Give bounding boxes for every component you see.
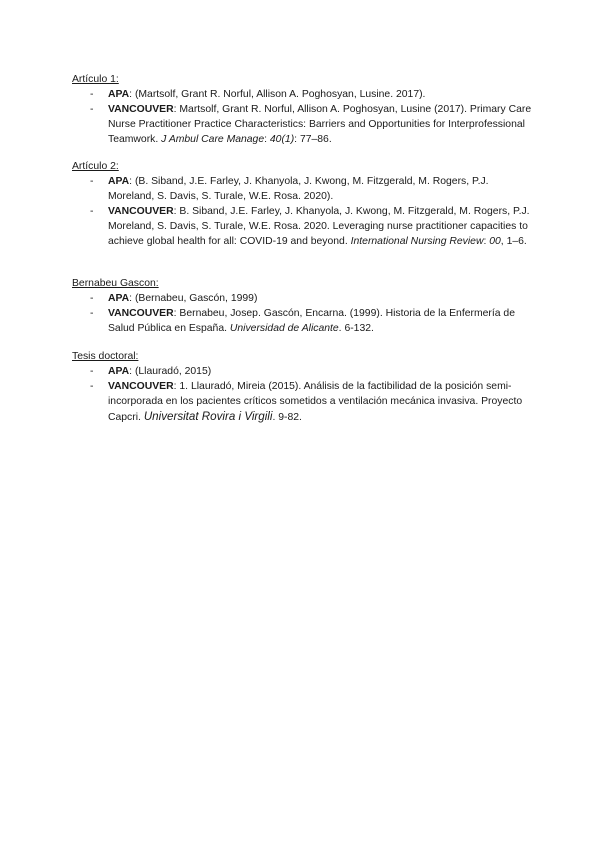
citation-text: : (Bernabeu, Gascón, 1999) bbox=[129, 293, 258, 304]
citation-apa bbox=[72, 87, 532, 102]
publisher-name: Universidad de Alicante bbox=[229, 323, 339, 334]
citation-vancouver bbox=[72, 379, 532, 425]
list-dash: - bbox=[90, 293, 94, 304]
citation-style-label: VANCOUVER bbox=[108, 206, 174, 217]
citation-text: : Martsolf, Grant R. Norful, Allison A. Poghosyan, Lusine (2017). Primary Care Nurse Practitioner Practice Characteristics: Barriers and Opportunities for Interprofessional Teamwork. bbox=[108, 104, 532, 145]
citation-text: : Bernabeu, Josep. Gascón, Encarna. (1999). Historia de la Enfermería de Salud Pública en España. bbox=[108, 308, 515, 334]
citation-pages: , 1–6. bbox=[500, 236, 527, 247]
citation-pages: : 77–86. bbox=[294, 134, 332, 145]
citation-style-label: APA bbox=[108, 89, 130, 100]
university-name: Universitat Rovira i Virgili bbox=[143, 410, 273, 423]
list-dash: - bbox=[90, 104, 94, 115]
section-heading: Artículo 1: bbox=[72, 74, 119, 85]
citation-apa bbox=[72, 364, 532, 379]
section-articulo-2 bbox=[72, 159, 532, 249]
citation-text: : B. Siband, J.E. Farley, J. Khanyola, J. Kwong, M. Fitzgerald, M. Rogers, P.J. Moreland, S. Davis, S. Turale, W.E. Rosa. 2020. Leveraging nurse practitioner capacities to achieve global health for all: COVID-19 and beyond. bbox=[108, 206, 530, 247]
citation-style-label: APA bbox=[108, 293, 130, 304]
citation-apa bbox=[72, 174, 532, 204]
citation-style-label: APA bbox=[108, 366, 130, 377]
citation-style-label: VANCOUVER bbox=[108, 381, 174, 392]
list-dash: - bbox=[90, 206, 94, 217]
journal-volume: 00 bbox=[489, 236, 501, 247]
citation-style-label: VANCOUVER bbox=[108, 308, 174, 319]
section-articulo-1 bbox=[72, 72, 532, 147]
citation-vancouver bbox=[72, 204, 532, 249]
list-dash: - bbox=[90, 176, 94, 187]
section-heading: Bernabeu Gascon: bbox=[72, 278, 159, 289]
list-dash: - bbox=[90, 308, 94, 319]
citation-text: : (Martsolf, Grant R. Norful, Allison A. Poghosyan, Lusine. 2017). bbox=[129, 89, 426, 100]
section-bernabeu-gascon bbox=[72, 276, 532, 336]
journal-volume: 40(1) bbox=[269, 134, 295, 145]
citation-style-label: VANCOUVER bbox=[108, 104, 174, 115]
citation-vancouver bbox=[72, 306, 532, 336]
section-tesis-doctoral bbox=[72, 349, 532, 425]
citation-vancouver bbox=[72, 102, 532, 147]
citation-text: : (B. Siband, J.E. Farley, J. Khanyola, J. Kwong, M. Fitzgerald, M. Rogers, P.J. Moreland, S. Davis, S. Turale, W.E. Rosa. 2020). bbox=[108, 176, 489, 202]
journal-name: International Nursing Review bbox=[350, 236, 484, 247]
list-dash: - bbox=[90, 366, 94, 377]
citation-apa bbox=[72, 291, 532, 306]
journal-name: J Ambul Care Manage bbox=[161, 134, 265, 145]
citation-text: : bbox=[264, 134, 270, 145]
section-heading: Artículo 2: bbox=[72, 161, 119, 172]
citation-text: : 1. Llauradó, Mireia (2015). Análisis de la factibilidad de la posición semi-incorporada en los pacientes críticos sometidos a ventilación mecánica invasiva. Proyecto Capcri. bbox=[108, 381, 523, 423]
section-heading: Tesis doctoral: bbox=[72, 351, 139, 362]
citation-text: : (Llauradó, 2015) bbox=[129, 366, 212, 377]
citation-pages: . 6-132. bbox=[338, 323, 374, 334]
citation-pages: . 9-82. bbox=[272, 412, 302, 423]
citation-text: : bbox=[483, 236, 490, 247]
list-dash: - bbox=[90, 381, 94, 392]
list-dash: - bbox=[90, 89, 94, 100]
citation-style-label: APA bbox=[108, 176, 130, 187]
